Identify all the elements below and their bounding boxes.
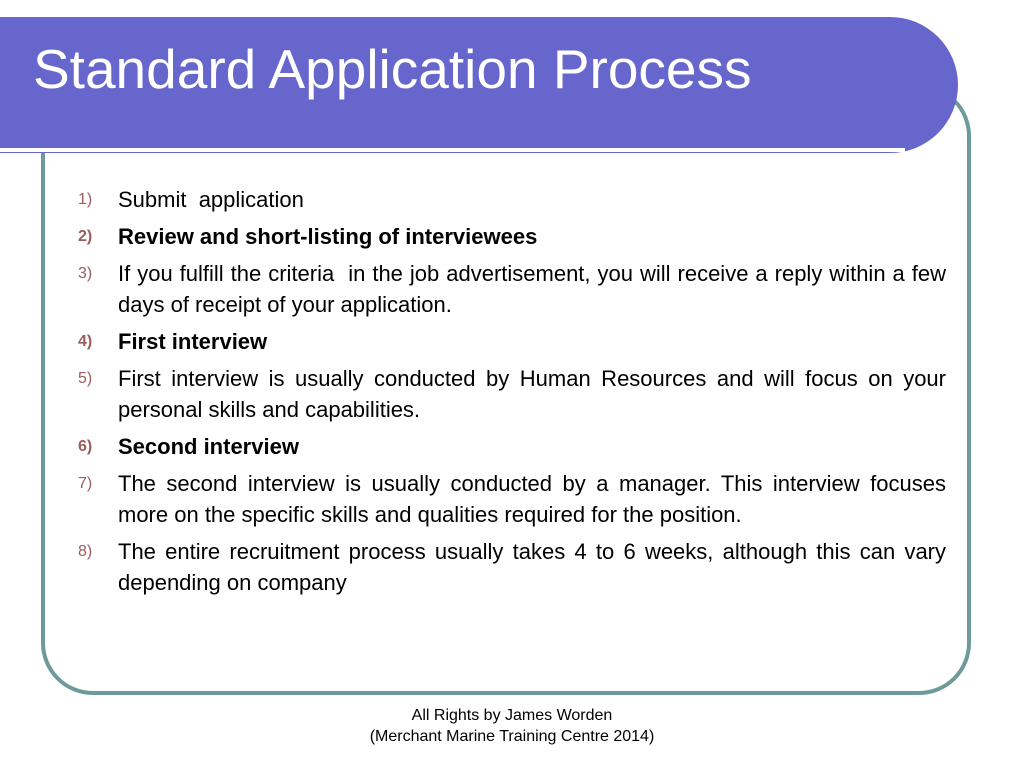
step-text: Review and short-listing of interviewees bbox=[118, 224, 538, 249]
step-number: 7) bbox=[78, 475, 93, 492]
step-number: 4) bbox=[78, 333, 93, 350]
step-text: The second interview is usually conducted by a manager. This interview focuses more on the specific skills and qualities required for the position. bbox=[118, 471, 946, 527]
step-item bbox=[78, 258, 946, 320]
step-number: 6) bbox=[78, 438, 93, 455]
step-item bbox=[78, 326, 946, 357]
step-item bbox=[78, 468, 946, 530]
steps-list bbox=[78, 184, 946, 604]
footer-organization-line: (Merchant Marine Training Centre 2014) bbox=[369, 728, 655, 745]
step-item bbox=[78, 431, 946, 462]
step-number: 3) bbox=[78, 265, 93, 282]
step-item bbox=[78, 536, 946, 598]
step-number: 1) bbox=[78, 191, 93, 208]
title-underline bbox=[0, 148, 905, 152]
step-item bbox=[78, 363, 946, 425]
slide-title: Standard Application Process bbox=[33, 38, 752, 100]
footer-rights-line: All Rights by James Worden bbox=[411, 707, 613, 724]
step-text: Second interview bbox=[118, 434, 299, 459]
step-text: If you fulfill the criteria in the job advertisement, you will receive a reply within a few days of receipt of your application. bbox=[118, 261, 946, 317]
step-text: The entire recruitment process usually takes 4 to 6 weeks, although this can vary depending on company bbox=[118, 539, 946, 595]
footer-credits bbox=[312, 705, 712, 747]
step-number: 8) bbox=[78, 543, 93, 560]
step-text: First interview bbox=[118, 329, 268, 354]
step-number: 5) bbox=[78, 370, 93, 387]
step-text: First interview is usually conducted by Human Resources and will focus on your personal skills and capabilities. bbox=[118, 366, 946, 422]
step-number: 2) bbox=[78, 228, 93, 245]
step-item bbox=[78, 184, 946, 215]
step-text: Submit application bbox=[118, 187, 304, 212]
step-item bbox=[78, 221, 946, 252]
